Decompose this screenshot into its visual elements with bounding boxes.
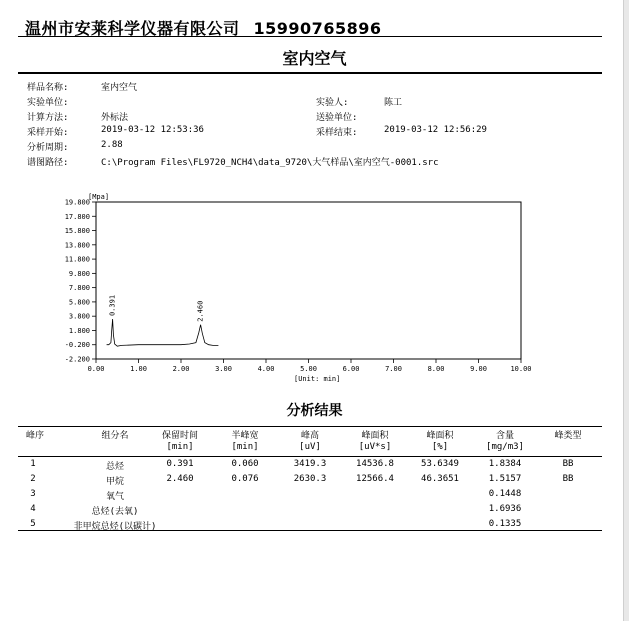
sample-name-value: 室内空气 <box>101 83 138 93</box>
y-tick-label: 3.800 <box>68 312 90 321</box>
column-unit: [min] <box>166 442 194 452</box>
company-phone: 15990765896 <box>253 19 382 38</box>
sample-name-label: 样品名称: <box>27 83 69 93</box>
cell-name: 总烃 <box>105 462 124 472</box>
peak-labels <box>109 295 205 322</box>
cell-rt: 0.391 <box>166 459 194 469</box>
cell-type: BB <box>562 459 574 469</box>
x-tick-label: 9.00 <box>470 365 487 373</box>
column-header: 半峰宽 <box>231 431 259 441</box>
cell-type: BB <box>562 474 574 484</box>
cell-content: 1.8384 <box>488 459 522 469</box>
sampling-end-value: 2019-03-12 12:56:29 <box>384 125 487 135</box>
period-label: 分析周期: <box>27 143 69 153</box>
y-tick-label: 1.800 <box>68 326 90 335</box>
x-tick-label: 6.00 <box>342 365 360 373</box>
x-tick-label: 7.00 <box>385 365 402 373</box>
lab-unit-label: 实验单位: <box>27 98 69 108</box>
cell-area: 14536.8 <box>356 459 394 469</box>
cell-id: 2 <box>30 474 36 484</box>
cell-name: 非甲烷总烃(以碳计) <box>73 522 157 532</box>
cell-id: 3 <box>30 489 36 499</box>
x-tick-label: 5.00 <box>300 365 317 373</box>
results-top-rule <box>18 426 602 427</box>
cell-hw: 0.060 <box>231 459 259 469</box>
column-unit: [mg/m3] <box>486 442 524 452</box>
chromatogram-chart <box>0 185 560 390</box>
cell-id: 1 <box>30 459 36 469</box>
sampling-end-label: 采样结束: <box>316 128 358 138</box>
y-tick-label: 5.800 <box>68 298 90 307</box>
period-value: 2.88 <box>101 140 123 150</box>
cell-area: 12566.4 <box>356 474 394 484</box>
report-title: 室内空气 <box>282 49 347 68</box>
column-header: 峰高 <box>300 431 319 441</box>
cell-height: 3419.3 <box>293 459 327 469</box>
chromatogram-trace <box>107 319 219 346</box>
cell-area-pct: 53.6349 <box>421 459 459 469</box>
title-divider <box>18 72 602 74</box>
y-tick-label: -0.200 <box>64 341 90 350</box>
cell-name: 甲烷 <box>105 477 124 487</box>
experimenter-label: 实验人: <box>316 98 349 108</box>
y-unit-label: [Mpa] <box>88 193 110 201</box>
header-divider <box>18 36 602 37</box>
peak-label: 0.391 <box>108 294 117 317</box>
cell-rt: 2.460 <box>166 474 194 484</box>
x-tick-label: 4.00 <box>257 365 275 373</box>
column-unit: [%] <box>431 442 449 452</box>
cell-content: 0.1335 <box>488 519 522 529</box>
cell-id: 5 <box>30 519 36 529</box>
column-unit: [uV*s] <box>358 442 392 452</box>
column-header: 峰序 <box>25 431 44 441</box>
x-axis <box>88 359 532 373</box>
company-name: 温州市安莱科学仪器有限公司 <box>25 19 240 38</box>
x-tick-label: 3.00 <box>215 365 232 373</box>
y-tick-label: 15.800 <box>64 227 90 236</box>
y-tick-label: 13.800 <box>64 241 90 250</box>
column-header: 峰面积 <box>361 431 389 441</box>
column-header: 组分名 <box>101 431 129 441</box>
scrollbar[interactable] <box>623 0 629 621</box>
peak-label: 2.460 <box>196 300 205 322</box>
cell-content: 1.6936 <box>488 504 522 514</box>
cell-hw: 0.076 <box>231 474 259 484</box>
column-header: 含量 <box>495 431 514 441</box>
results-bottom-rule <box>18 530 602 531</box>
column-header: 峰面积 <box>426 431 454 441</box>
sampling-start-value: 2019-03-12 12:53:36 <box>101 125 204 135</box>
calc-method-label: 计算方法: <box>27 113 69 123</box>
cell-content: 1.5157 <box>488 474 522 484</box>
y-tick-label: 17.800 <box>64 212 90 221</box>
cell-id: 4 <box>30 504 36 514</box>
x-tick-label: 1.00 <box>130 365 147 373</box>
experimenter-value: 陈工 <box>384 98 403 108</box>
results-title: 分析结果 <box>286 403 343 419</box>
x-tick-label: 2.00 <box>172 365 190 373</box>
cell-name: 氧气 <box>105 492 124 502</box>
x-tick-label: 0.00 <box>87 365 105 373</box>
column-header: 保留时间 <box>161 431 198 441</box>
column-unit: [uV] <box>299 442 321 452</box>
x-tick-label: 8.00 <box>427 365 445 373</box>
sampling-start-label: 采样开始: <box>27 128 69 138</box>
plot-frame <box>96 202 521 359</box>
cell-height: 2630.3 <box>293 474 327 484</box>
y-axis <box>65 199 96 364</box>
cell-area-pct: 46.3651 <box>421 474 459 484</box>
calc-method-value: 外标法 <box>101 113 129 123</box>
y-tick-label: 9.800 <box>68 269 90 278</box>
y-tick-label: -2.200 <box>64 355 90 364</box>
results-header-rule <box>18 456 602 457</box>
y-tick-label: 7.800 <box>68 284 90 293</box>
path-value: C:\Program Files\FL9720_NCH4\data_9720\大气样品\室内空气-0001.src <box>101 158 439 168</box>
cell-content: 0.1448 <box>488 489 522 499</box>
y-tick-label: 11.800 <box>64 255 90 264</box>
cell-name: 总烃(去氧) <box>91 507 139 517</box>
column-unit: [min] <box>231 442 259 452</box>
column-header: 峰类型 <box>554 431 582 441</box>
x-unit-label: [Unit: min] <box>294 375 341 383</box>
submit-unit-label: 送验单位: <box>316 113 358 123</box>
y-tick-label: 19.800 <box>64 198 90 207</box>
path-label: 谱图路径: <box>27 158 69 168</box>
x-tick-label: 10.00 <box>510 365 532 373</box>
